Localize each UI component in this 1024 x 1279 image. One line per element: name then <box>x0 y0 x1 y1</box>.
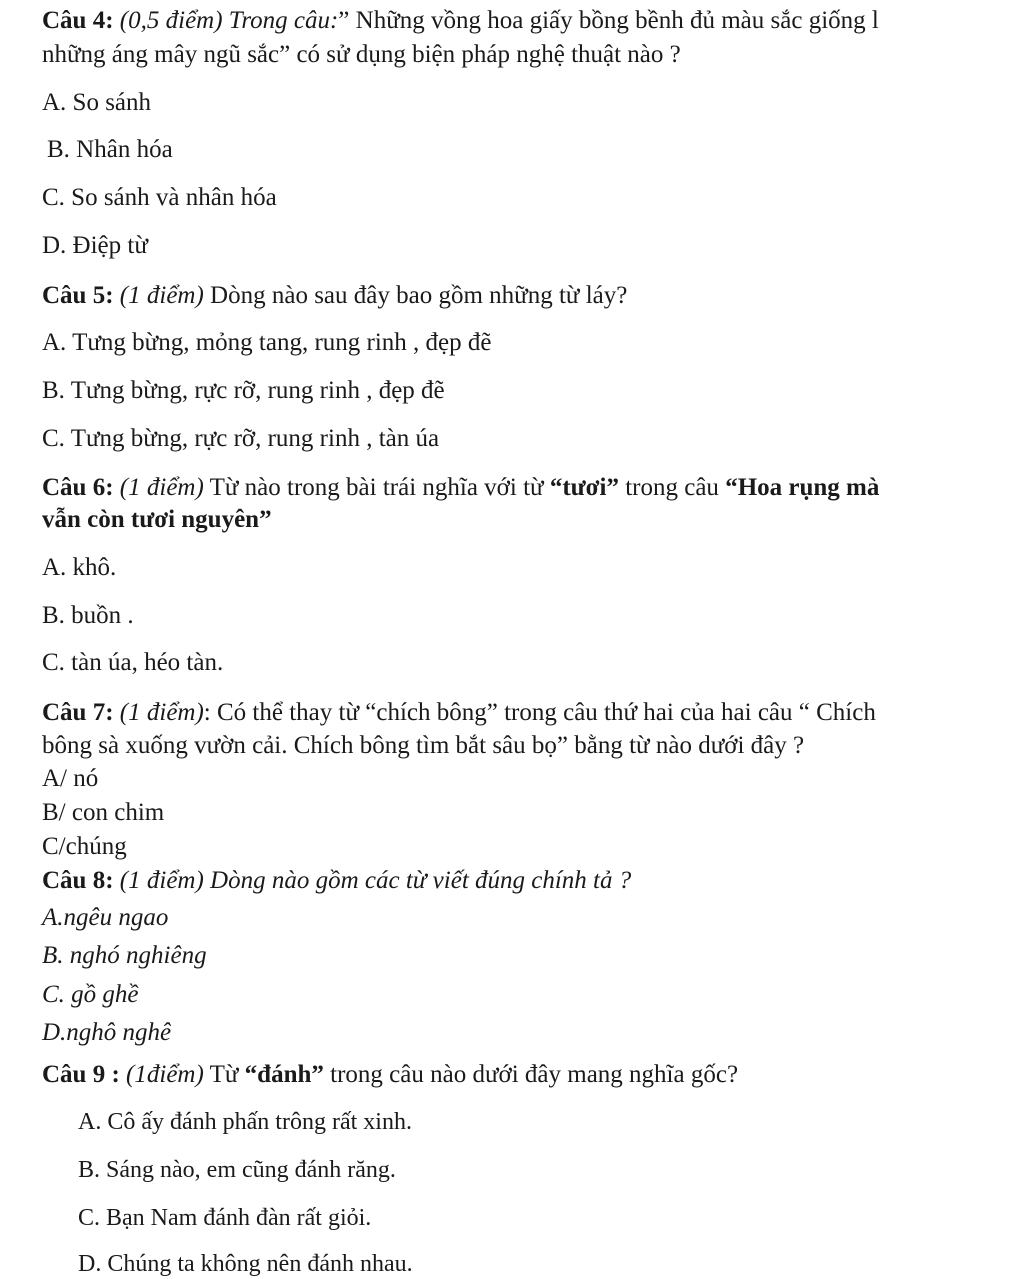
question-8-number: Câu 8: <box>42 867 114 894</box>
question-6-quote-2: vẫn còn tươi nguyên” <box>42 506 272 533</box>
question-6-number: Câu 6: <box>42 474 114 501</box>
question-8-option-b: B. nghó nghiêng <box>42 942 207 969</box>
question-9-word: “đánh” <box>244 1061 324 1088</box>
question-5-points: (1 điểm) <box>119 282 204 309</box>
question-4-option-d: D. Điệp từ <box>42 232 148 259</box>
question-7-text-1: : Có thể thay từ “chích bông” trong câu thứ hai của hai câu “ Chích <box>203 699 876 726</box>
question-4-line-1 <box>42 6 879 36</box>
question-4-points: (0,5 điểm) Trong câu: <box>119 7 339 34</box>
question-9-option-c: C. Bạn Nam đánh đàn rất giỏi. <box>78 1205 372 1231</box>
question-6-text-b: trong câu <box>618 474 726 501</box>
question-5-number: Câu 5: <box>42 282 114 309</box>
question-4-number: Câu 4: <box>42 7 114 34</box>
question-4-text-1: ” Những vồng hoa giấy bồng bềnh đủ màu sắc giống l <box>338 7 879 34</box>
question-9-number: Câu 9 : <box>42 1061 120 1088</box>
question-6-option-c: C. tàn úa, héo tàn. <box>42 649 224 676</box>
question-6-line-1 <box>42 473 879 503</box>
question-4-option-b: B. Nhân hóa <box>47 136 173 163</box>
question-5-option-b: B. Tưng bừng, rực rỡ, rung rinh , đẹp đẽ <box>42 377 445 404</box>
question-5-line <box>42 281 627 311</box>
question-9-option-b: B. Sáng nào, em cũng đánh răng. <box>78 1157 396 1183</box>
question-6-quote-1: “Hoa rụng mà <box>725 474 880 501</box>
question-7-option-c: C/chúng <box>42 833 127 860</box>
question-9-option-d: D. Chúng ta không nên đánh nhau. <box>78 1251 413 1277</box>
question-9-points: (1điểm) <box>119 1061 204 1088</box>
question-7-points: (1 điểm) <box>119 699 204 726</box>
question-8-option-a: A.ngêu ngao <box>42 904 169 931</box>
question-9-text-b: trong câu nào dưới đây mang nghĩa gốc? <box>323 1061 739 1088</box>
question-8-text: (1 điểm) Dòng nào gồm các từ viết đúng chính tả ? <box>113 867 632 894</box>
question-4-option-a: A. So sánh <box>42 89 152 116</box>
question-4-line-2: những áng mây ngũ sắc” có sử dụng biện pháp nghệ thuật nào ? <box>42 41 681 68</box>
question-8-option-c: C. gồ ghề <box>42 981 139 1008</box>
question-9-line <box>42 1060 738 1090</box>
question-4-option-c: C. So sánh và nhân hóa <box>42 184 277 211</box>
question-6-word: “tươi” <box>549 474 619 501</box>
question-6-text-a: Từ nào trong bài trái nghĩa với từ <box>203 474 550 501</box>
question-7-option-b: B/ con chim <box>42 799 165 826</box>
question-5-option-a: A. Tưng bừng, mỏng tang, rung rinh , đẹp đẽ <box>42 329 492 356</box>
question-8-line <box>42 866 631 896</box>
question-9-text-a: Từ <box>203 1061 245 1088</box>
question-7-number: Câu 7: <box>42 699 114 726</box>
question-7-line-2: bông sà xuống vườn cải. Chích bông tìm bắt sâu bọ” bằng từ nào dưới đây ? <box>42 732 805 759</box>
question-7-option-a: A/ nó <box>42 765 99 792</box>
question-8-option-d: D.nghô nghê <box>42 1019 172 1046</box>
question-5-text: Dòng nào sau đây bao gồm những từ láy? <box>203 282 628 309</box>
question-6-option-a: A. khô. <box>42 554 117 581</box>
question-5-option-c: C. Tưng bừng, rực rỡ, rung rinh , tàn úa <box>42 425 440 452</box>
question-7-line-1 <box>42 698 876 728</box>
question-9-option-a: A. Cô ấy đánh phấn trông rất xinh. <box>78 1109 412 1135</box>
question-6-option-b: B. buồn . <box>42 602 134 629</box>
question-6-points: (1 điểm) <box>119 474 204 501</box>
